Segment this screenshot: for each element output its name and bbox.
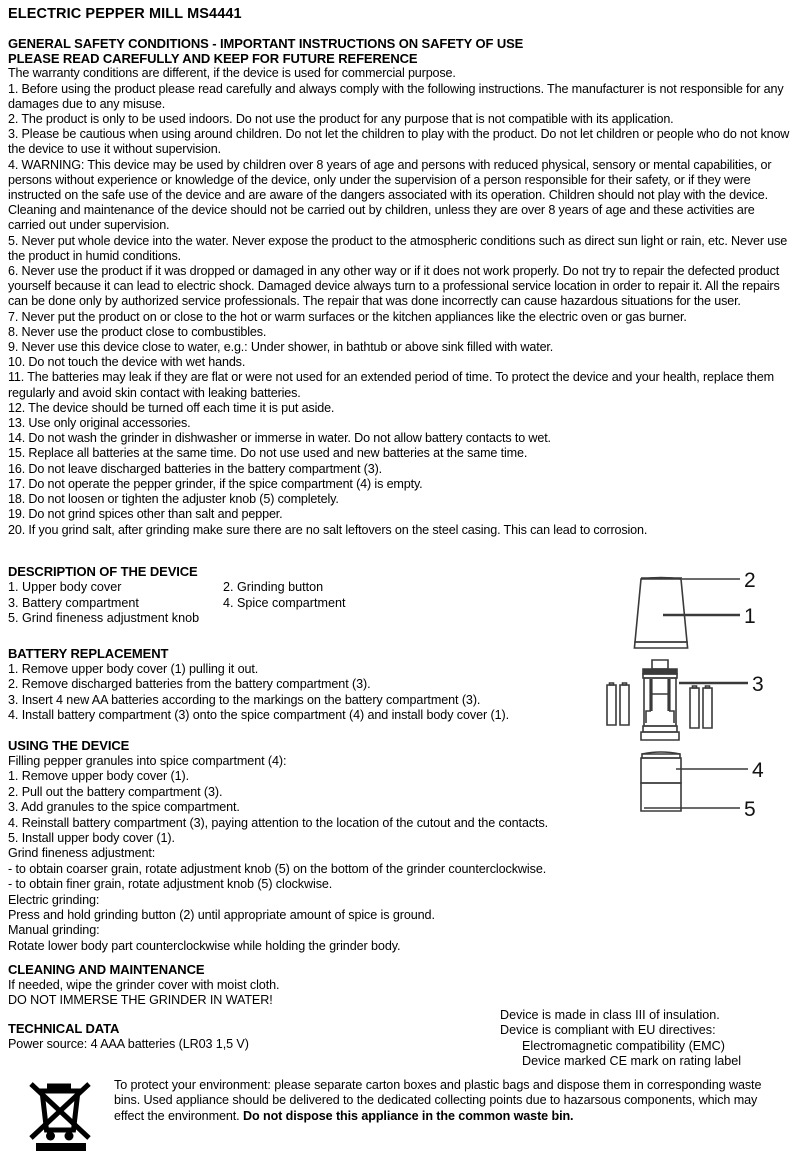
- safety-item: 18. Do not loosen or tighten the adjuster knob (5) completely.: [8, 492, 339, 507]
- safety-item: 5. Never put whole device into the water. Never expose the product to the atmospheric conditions such as direct sun light or rain, etc. Never use the product in humid conditions.: [8, 233, 788, 263]
- page-title: ELECTRIC PEPPER MILL MS4441: [8, 6, 242, 22]
- compliance-line: Device is compliant with EU directives:: [500, 1023, 716, 1038]
- technical-data-section: [8, 1021, 488, 1052]
- diagram-callout-label-4: 4: [752, 759, 764, 782]
- safety-item: 13. Use only original accessories.: [8, 416, 191, 431]
- cleaning-line: DO NOT IMMERSE THE GRINDER IN WATER!: [8, 993, 273, 1008]
- safety-item: 8. Never use the product close to combustibles.: [8, 324, 267, 339]
- battery-replacement-section: [8, 646, 608, 724]
- crossed-out-wheelie-bin-icon: [28, 1080, 94, 1157]
- safety-heading-primary: GENERAL SAFETY CONDITIONS - IMPORTANT INSTRUCTIONS ON SAFETY OF USE: [8, 36, 524, 51]
- diagram-battery-compartment: [641, 660, 679, 740]
- weee-disposal-section: [8, 1078, 794, 1157]
- battery-replacement-item: 2. Remove discharged batteries from the battery compartment (3).: [8, 677, 371, 692]
- using-device-line: 3. Add granules to the spice compartment.: [8, 800, 240, 815]
- using-device-line: Rotate lower body part counterclockwise while holding the grinder body.: [8, 938, 401, 953]
- safety-item: 14. Do not wash the grinder in dishwasher or immerse in water. Do not allow battery contacts to wet.: [8, 431, 551, 446]
- compliance-section: [500, 1008, 800, 1070]
- safety-item: 6. Never use the product if it was dropped or damaged in any other way or if it does not work properly. Do not try to repair the defected product yourself because it can lead to electric shock. Damaged device always turn to a professional service location in order to repair it. All the repairs can be done only by authorized service professionals. The repair that was done incorrectly can cause hazardous situations for the user.: [8, 264, 780, 309]
- description-item: 5. Grind fineness adjustment knob: [8, 611, 200, 626]
- weee-row: [8, 1078, 794, 1157]
- compliance-directive: Device marked CE mark on rating label: [522, 1054, 742, 1069]
- description-row: [8, 580, 568, 596]
- technical-data-line: Power source: 4 AAA batteries (LR03 1,5 V): [8, 1037, 249, 1051]
- diagram-callout-label-5: 5: [744, 798, 756, 821]
- safety-item: 10. Do not touch the device with wet hands.: [8, 355, 246, 370]
- diagram-spice-compartment: [641, 752, 681, 811]
- safety-item: 20. If you grind salt, after grinding make sure there are no salt leftovers on the steel casing. This can lead to corrosion.: [8, 522, 648, 537]
- using-device-line: 1. Remove upper body cover (1).: [8, 769, 189, 784]
- battery-replacement-heading: BATTERY REPLACEMENT: [8, 646, 169, 661]
- compliance-line: Device is made in class III of insulation.: [500, 1008, 720, 1022]
- safety-item: 4. WARNING: This device may be used by children over 8 years of age and persons with reduced physical, sensory or mental capabilities, or persons without experience or knowledge of the device, only under the supervision of a person responsible for their safety, or if they were instructed on the safe use of the device and are aware of the dangers associated with its operation. Children should not play with the device. Cleaning and maintenance of the device should not be carried out by children, unless they are over 8 years of age and these activities are carried out under supervision.: [8, 157, 772, 233]
- safety-item: 12. The device should be turned off each time it is put aside.: [8, 400, 335, 415]
- description-list: [8, 580, 568, 627]
- using-device-line: Grind fineness adjustment:: [8, 846, 156, 861]
- cleaning-maintenance-section: [8, 962, 528, 1009]
- using-device-line: 4. Reinstall battery compartment (3), paying attention to the location of the cutout and the contacts.: [8, 815, 549, 830]
- safety-item: 16. Do not leave discharged batteries in the battery compartment (3).: [8, 461, 382, 476]
- using-device-heading: USING THE DEVICE: [8, 738, 130, 753]
- description-section: [8, 564, 568, 627]
- safety-item: 9. Never use this device close to water, e.g.: Under shower, in bathtub or above sink filled with water.: [8, 340, 554, 355]
- safety-item: 15. Replace all batteries at the same time. Do not use used and new batteries at the same time.: [8, 446, 528, 461]
- safety-item: 19. Do not grind spices other than salt and pepper.: [8, 507, 283, 522]
- battery-replacement-item: 1. Remove upper body cover (1) pulling it out.: [8, 662, 259, 676]
- battery-replacement-item: 3. Insert 4 new AA batteries according to the markings on the battery compartment (3).: [8, 692, 481, 707]
- using-device-line: 5. Install upper body cover (1).: [8, 831, 175, 846]
- using-device-line: - to obtain coarser grain, rotate adjustment knob (5) on the bottom of the grinder counterclockwise.: [8, 861, 547, 876]
- product-exploded-diagram: [600, 566, 802, 846]
- diagram-aa-batteries-left: [607, 683, 629, 725]
- using-device-line: 2. Pull out the battery compartment (3).: [8, 784, 223, 799]
- using-device-section: [8, 738, 618, 954]
- description-item: 3. Battery compartment: [8, 595, 139, 610]
- diagram-aa-batteries-right: [690, 686, 712, 728]
- description-heading: DESCRIPTION OF THE DEVICE: [8, 564, 198, 579]
- diagram-callout-label-1: 1: [744, 605, 756, 628]
- cleaning-heading: CLEANING AND MAINTENANCE: [8, 962, 205, 977]
- weee-text: [114, 1078, 789, 1124]
- diagram-callout-label-3: 3: [752, 673, 764, 696]
- using-device-line: Press and hold grinding button (2) until appropriate amount of spice is ground.: [8, 908, 435, 923]
- general-safety-section: [8, 36, 794, 538]
- description-row: [8, 611, 568, 627]
- description-item: 4. Spice compartment: [223, 595, 346, 610]
- description-row: [8, 596, 568, 612]
- description-item: 2. Grinding button: [223, 580, 324, 594]
- safety-heading-secondary: PLEASE READ CAREFULLY AND KEEP FOR FUTURE REFERENCE: [8, 51, 418, 67]
- safety-item: 11. The batteries may leak if they are flat or were not used for an extended period of time. To protect the device and your health, replace them regularly and avoid skin contact with leaking batteries.: [8, 370, 774, 400]
- using-device-line: Filling pepper granules into spice compartment (4):: [8, 754, 287, 768]
- safety-item: 7. Never put the product on or close to the hot or warm surfaces or the kitchen appliances like the electric oven or gas burner.: [8, 309, 687, 324]
- safety-item: 17. Do not operate the pepper grinder, if the spice compartment (4) is empty.: [8, 476, 423, 491]
- battery-replacement-item: 4. Install battery compartment (3) onto the spice compartment (4) and install body cover (1).: [8, 708, 509, 723]
- weee-text-bold: Do not dispose this appliance in the common waste bin.: [242, 1108, 574, 1123]
- safety-intro: The warranty conditions are different, if the device is used for commercial purpose.: [8, 66, 456, 81]
- using-device-line: Electric grinding:: [8, 892, 100, 907]
- diagram-callout-label-2: 2: [744, 569, 756, 592]
- cleaning-line: If needed, wipe the grinder cover with moist cloth.: [8, 978, 280, 992]
- weee-text-normal: To protect your environment: please separate carton boxes and plastic bags and dispose them in corresponding waste bins. Used appliance should be delivered to the dedicated collecting points due to hazarsous components, which may effect the environment.: [114, 1078, 762, 1123]
- description-item: 1. Upper body cover: [8, 580, 122, 594]
- diagram-upper-body-cover: [634, 578, 687, 649]
- technical-data-heading: TECHNICAL DATA: [8, 1021, 120, 1036]
- safety-item: 1. Before using the product please read carefully and always comply with the following instructions. The manufacturer is not responsible for any damages due to any misuse.: [8, 81, 784, 111]
- safety-item: 3. Please be cautious when using around children. Do not let the children to play with the product. Do not let children or people who do not know the device to use it without supervision.: [8, 127, 790, 157]
- compliance-directive: Electromagnetic compatibility (EMC): [522, 1038, 725, 1053]
- using-device-line: - to obtain finer grain, rotate adjustment knob (5) clockwise.: [8, 877, 333, 892]
- using-device-line: Manual grinding:: [8, 923, 100, 938]
- safety-item: 2. The product is only to be used indoors. Do not use the product for any purpose that is not compatible with its application.: [8, 112, 674, 127]
